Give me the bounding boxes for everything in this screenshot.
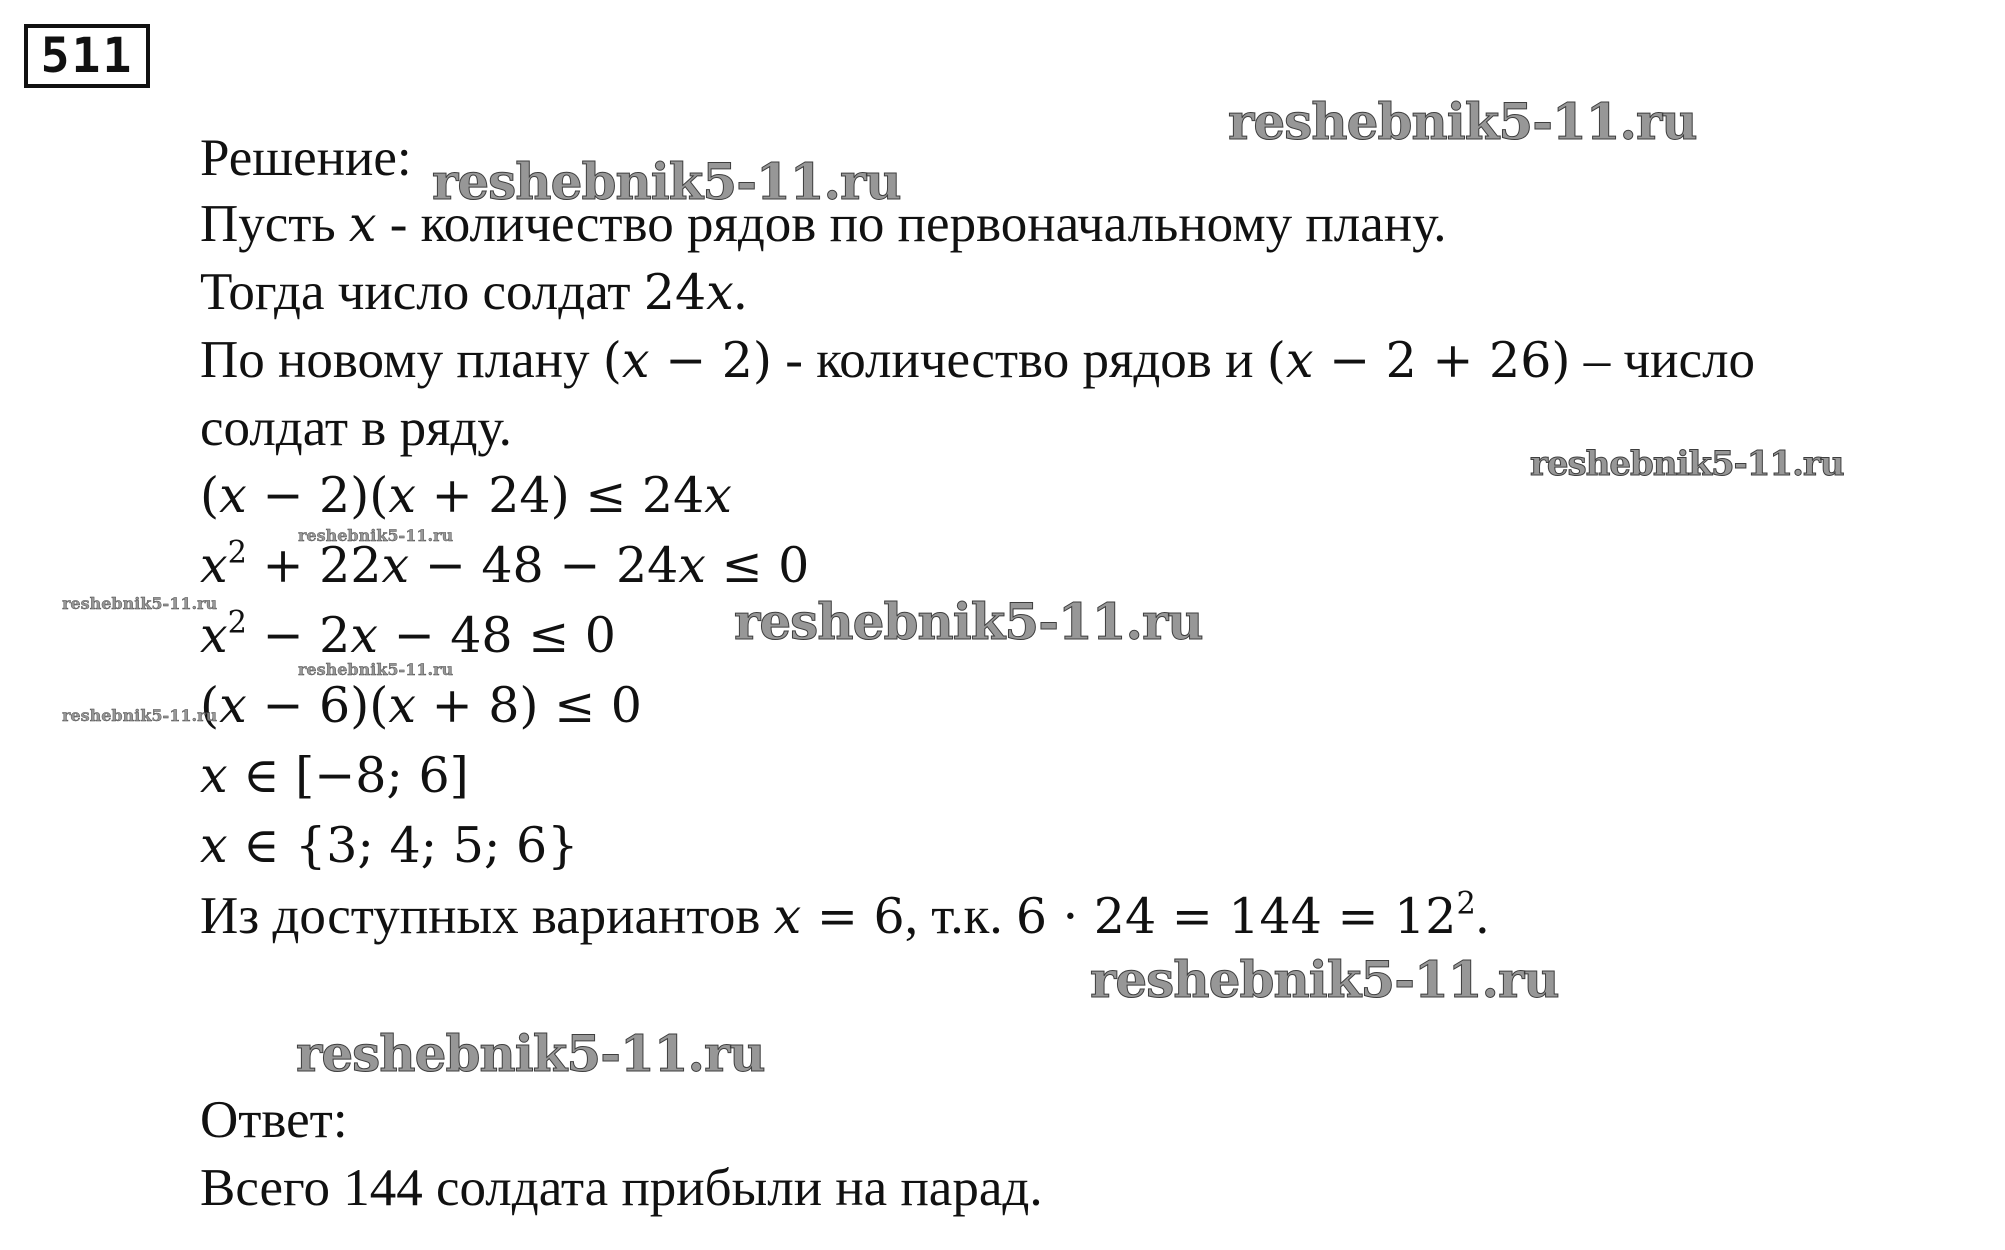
text-line-in-row — [200, 398, 512, 458]
math-part: − 2 + 26) — [1313, 332, 1571, 389]
math-part: + 24) ≤ 24 — [416, 467, 705, 524]
text-fragment: Из доступных вариантов — [200, 887, 774, 945]
math-fragment — [603, 332, 772, 389]
watermark: reshebnik5-11.ru — [296, 1024, 765, 1083]
math-number: 24 — [643, 264, 707, 321]
problem-number-badge: 511 — [24, 24, 150, 88]
variable-x: x — [388, 677, 417, 734]
variable-x: x — [348, 196, 377, 253]
variable-x: x — [706, 264, 734, 321]
math-part: ( — [200, 677, 220, 734]
variable-x: x — [388, 467, 417, 524]
watermark: reshebnik5-11.ru — [1228, 92, 1697, 151]
variable-x: x — [200, 537, 228, 594]
text-fragment: , т.к. — [904, 887, 1016, 945]
text-fragment: солдат в ряду. — [200, 399, 512, 457]
variable-x: x — [773, 888, 802, 945]
watermark: reshebnik5-11.ru — [62, 594, 218, 613]
solution-heading — [200, 128, 412, 188]
text-fragment: По новому плану — [200, 331, 603, 389]
text-line-new-plan — [200, 330, 1755, 391]
variable-x: x — [219, 467, 247, 524]
math-part: − 2 — [246, 607, 351, 664]
watermark: reshebnik5-11.ru — [432, 152, 901, 211]
equation-line-2 — [200, 536, 809, 596]
math-part: ( — [200, 467, 220, 524]
equation-line-6 — [200, 816, 578, 876]
variable-x: x — [200, 607, 228, 664]
math-part: − 48 ≤ 0 — [378, 607, 616, 664]
variable-x: x — [704, 467, 732, 524]
watermark: reshebnik5-11.ru — [62, 706, 218, 725]
watermark: reshebnik5-11.ru — [1090, 950, 1559, 1009]
text-fragment: Тогда число солдат — [200, 263, 644, 321]
math-part: + 8) ≤ 0 — [416, 677, 642, 734]
variable-x: x — [381, 537, 410, 594]
math-fragment — [349, 196, 377, 253]
variable-x: x — [350, 607, 378, 664]
math-fragment — [644, 264, 734, 321]
variable-x: x — [1285, 332, 1314, 389]
math-part: − 6)( — [246, 677, 389, 734]
math-part: ∈ [−8; 6] — [227, 747, 469, 804]
text-fragment: – число — [1570, 331, 1756, 389]
watermark: reshebnik5-11.ru — [298, 660, 454, 679]
math-part: ≤ 0 — [705, 537, 810, 594]
equation-line-5 — [200, 746, 469, 806]
exponent: 2 — [227, 605, 247, 641]
math-fragment — [774, 888, 905, 945]
text-fragment: - количество рядов по первоначальному плану. — [376, 195, 1447, 253]
text-fragment: Пусть — [200, 195, 349, 253]
math-fragment — [1267, 332, 1571, 389]
text-fragment: - количество рядов и — [772, 331, 1267, 389]
math-part: = 6 — [801, 888, 905, 945]
math-part: − 48 − 24 — [409, 537, 679, 594]
math-part: ∈ {3; 4; 5; 6} — [227, 817, 579, 874]
variable-x: x — [200, 817, 228, 874]
equation-line-4 — [200, 676, 642, 736]
variable-x: x — [200, 747, 228, 804]
exponent: 2 — [1456, 886, 1476, 922]
exponent: 2 — [227, 535, 247, 571]
text-line-soldiers — [200, 262, 747, 323]
answer-heading-text: Ответ: — [200, 1091, 348, 1149]
text-fragment: . — [733, 263, 748, 321]
text-line-conclusion — [200, 886, 1489, 947]
watermark: reshebnik5-11.ru — [1530, 444, 1844, 484]
variable-x: x — [678, 537, 706, 594]
variable-x: x — [621, 332, 650, 389]
math-part: 6 · 24 = 144 = 12 — [1015, 888, 1457, 945]
equation-line-1 — [200, 466, 732, 526]
watermark: reshebnik5-11.ru — [734, 592, 1203, 651]
math-fragment — [1016, 888, 1476, 945]
answer-heading — [200, 1090, 348, 1150]
variable-x: x — [219, 677, 247, 734]
math-part: − 2)( — [246, 467, 389, 524]
math-part: + 22 — [246, 537, 382, 594]
text-fragment: . — [1475, 887, 1490, 945]
math-part: ( — [602, 332, 622, 389]
math-part: ( — [1266, 332, 1286, 389]
equation-line-3 — [200, 606, 616, 666]
answer-text-fragment: Всего 144 солдата прибыли на парад. — [200, 1159, 1043, 1217]
solution-heading-text: Решение: — [200, 129, 412, 187]
watermark: reshebnik5-11.ru — [298, 526, 454, 545]
answer-text — [200, 1158, 1043, 1218]
math-part: − 2) — [649, 332, 773, 389]
